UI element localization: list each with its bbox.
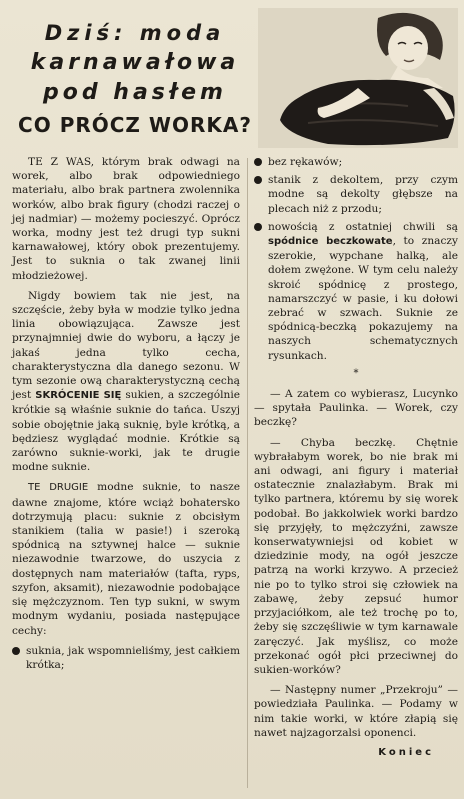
bold-term: SKRÓCENIE SIĘ (35, 390, 122, 402)
list-item-text: bez rękawów; (268, 156, 343, 168)
dialogue-line: — A zatem co wybierasz, Lucynko — spytała Paulinka. — Worek, czy beczkę? (254, 388, 458, 429)
list-item (254, 173, 458, 216)
list-item-text: stanik z dekoltem, przy czym modne są dekolty głębsze na plecach niż z przodu; (268, 174, 458, 215)
column-divider (247, 158, 248, 788)
fashion-photo (258, 8, 458, 148)
list-item-text: suknia, jak wspomnieliśmy, jest całkiem krótka; (26, 644, 240, 671)
dialogue-line: — Następny numer „Przekroju” — powiedziała Paulinka. — Podamy w nim takie worki, w które złapią się nawet najzagorzalsi oponenci. (254, 684, 458, 739)
headline-line-3: pod hasłem (43, 80, 227, 105)
list-item (254, 220, 458, 363)
left-column (12, 155, 240, 676)
list-item (254, 155, 458, 169)
bullet-icon (254, 176, 262, 184)
dialogue-line: — Chyba beczkę. Chętnie wybrałabym worek, bo nie brak mi ani odwagi, ani figury i materiał ostatecznie znalazłabym. Brak mi tylko partnera, któremu by się worek podobał. Bo jakkolwiek worki bardzo się przyjęły, to mężczyźni, zawsze konserwatywniejsi od kobiet w dziedzinie mody, na ogół jeszcze patrzą na worki krzywo. A przecież nie po to tylko stroi się człowiek na zabawę, żeby zepsuć humor przyjaciółkom, ale też trochę po to, żeby się szczęśliwie w tym karnawale zaręczyć. Jak myślisz, co może przekonać ogół płci przeciwnej do sukien-worków? (254, 436, 458, 676)
section-separator: * (353, 367, 359, 379)
paragraph-intro: TE Z WAS, którym brak odwagi na worek, albo brak odpowiedniego materiału, albo brak partnera zwolennika worków, albo brak figury (chodzi raczej o jej nadmiar) — możemy pocieszyć. Oprócz worka, modny jest też drugi typ sukni karnawałowej, który obok prezentujemy. Jest to suknia o tak zwanej linii młodzieżowej. (12, 156, 240, 282)
paragraph-season-text-b: sukien, a szczególnie krótkie są właśnie suknie do tańca. Uszyj sobie obojętnie jaką suknię, byle krótką, a będziesz wyglądać modnie. Krótkie są zarówno suknie-worki, jak te drugie modne suknie. (12, 389, 240, 474)
paragraph-season-text-a: Nigdy bowiem tak nie jest, na szczęście, żeby była w modzie tylko jedna linia obowiązująca. Zawsze jest przynajmniej dwie do wyboru, a łączy je jakaś jedna tylko cecha, charakterystyczna dla danego sezonu. W tym sezonie ową charakterystyczną cechą jest (12, 289, 240, 402)
paragraph-second-type-text: modne suknie, to nasze dawne znajome, które wciąż bohatersko dotrzymują placu: suknie z obcisłym stanikiem (talia w pasie!) i szeroką spódnicą na sztywnej halce — suknie niezawodnie twarzowe, do uszycia z dostępnych nam materiałów (tafta, ryps, szyfon, aksamit), niezawodnie podobające się mężczyznom. Ten typ sukni, w swym modnym wydaniu, posiada następujące cechy: (12, 481, 240, 637)
paragraph-second-type (12, 480, 240, 637)
bullet-icon (254, 223, 262, 231)
right-column (254, 155, 458, 760)
lead-in: TE DRUGIE (28, 482, 89, 494)
bullet-icon (12, 647, 20, 655)
bold-term: spódnice beczkowate (268, 236, 393, 248)
headline-line-2: karnawałowa (30, 50, 240, 75)
end-mark: Koniec (378, 746, 434, 758)
woman-in-sack-dress-image (258, 8, 458, 148)
list-item-text-a: nowością z ostatniej chwili są (268, 220, 458, 233)
list-item-text-b: , to znaczy szerokie, wypchane halką, ale dołem zwężone. W tym celu należy skroić spódnicę z prostego, namarszczyć w pasie, i ku dołowi zebrać w szwach. Suknie ze spódnicą-beczką pokazujemy na naszych schematycznych rysunkach. (268, 235, 458, 362)
paragraph-season (12, 289, 240, 475)
headline-line-4: CO PRÓCZ WORKA? (18, 113, 252, 137)
list-item (12, 644, 240, 672)
headline (10, 18, 260, 142)
headline-line-1: Dziś: moda (44, 21, 226, 45)
bullet-icon (254, 158, 262, 166)
